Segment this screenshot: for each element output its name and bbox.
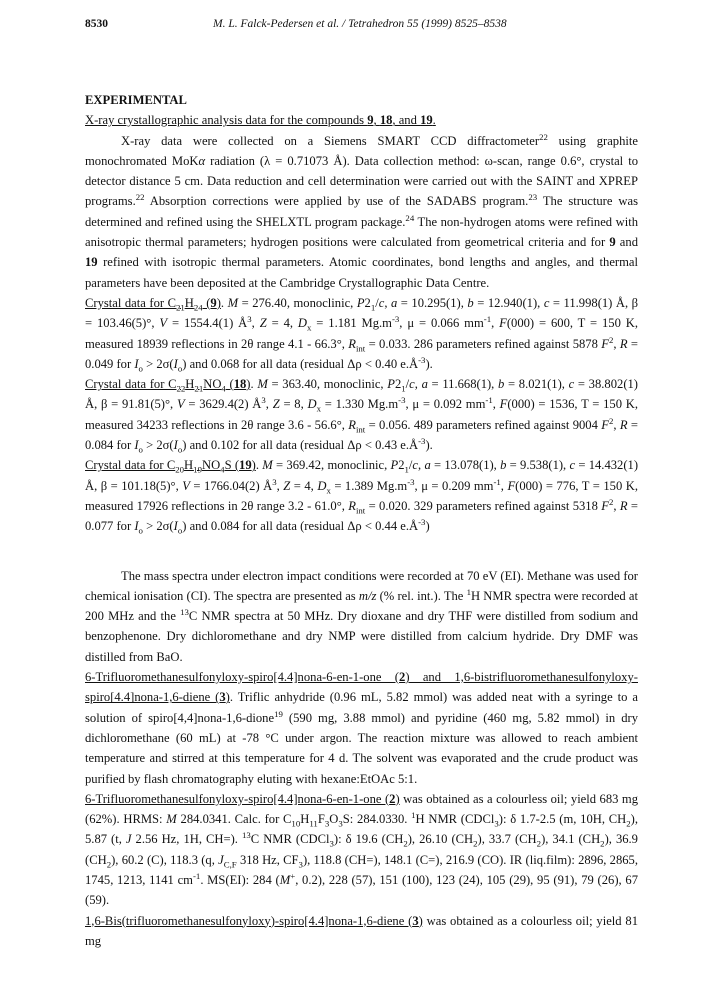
xray-heading: X-ray crystallographic analysis data for the compounds 9, 18, and 19. [85,113,436,128]
crystal-data-19: Crystal data for $C_{20}H_{19}NO_4S$ (19). M = 369.42, monoclinic, $P2_1/c$, a = 13.078(1), b = 9.538(1), c = 14.432(1) Å, β = 101.18(5)°, V = 1766.04(2) $Å^3$, Z = 4, $D_x = 1.389$ $Mg.m^{-3}$, μ = 0.209 $mm^{-1}$, F(000) = 776, T = 150 K, measured 17926 reflections in 2θ range 3.2 - 61.0°, $R_{int} = 0.020$. 329 parameters refined against 5318 $F^2$, R = 0.077 for $I_o > 2\sigma(I_o)$ and 0.084 for all data (residual Δρ < 0.44 $e.Å^{-3}$) [85,458,639,536]
journal-reference: M. L. Falck-Pedersen et al. / Tetrahedron 55 (1999) 8525–8538 [213,18,507,30]
xray-paragraph: X-ray data were collected on a Siemens SMART CCD diffractometer$^{22}$ using graphite monochromated MoKα radiation (λ = 0.71073 Å). Data collection method: ω-scan, range 0.6°, crystal to detector distance 5 cm. Data reduction and cell determination were carried out with the SAINT and XPREP programs.$^{22}$ Absorption corrections were applied by use of the SADABS program.$^{23}$ The structure was determined and refined using the SHELXTL program package.$^{24}$ The non-hydrogen atoms were refined with anisotropic thermal parameters; hydrogen positions were calculated from geometrical criteria and for 9 and 19 refined with isotropic thermal parameters. Atomic coordinates, bond lengths and angles, and thermal parameters have been deposited at the Cambridge Crystallographic Data Centre. [85,131,639,290]
compound-2-paragraph: 6-Trifluoromethanesulfonyloxy-spiro[4.4]nona-6-en-1-one (2) was obtained as a colourless oil; yield 683 mg (62%). HRMS: M 284.0341. Calc. for $C_{10}H_{11}F_3O_3S$: 284.0330. $^1$H NMR (CDCl$_3$): δ 1.7-2.5 (m, 10H, $CH_2$), 5.87 (t, J 2.56 Hz, 1H, CH=). $^{13}$C NMR (CDCl$_3$): δ 19.6 $(CH_2)$, 26.10 $(CH_2)$, 33.7 $(CH_2)$, 34.1 $(CH_2)$, 36.9 $(CH_2)$, 60.2 (C), 118.3 (q, $J_{C,F}$ 318 Hz, $CF_3$), 118.8 (CH=), 148.1 (C=), 216.9 (CO). IR (liq.film): 2896, 2865, 1745, 1213, 1141 $cm^{-1}$. MS(EI): 284 (M+, 0.2), 228 (57), 151 (100), 123 (24), 105 (29), 95 (91), 79 (26), 67 (59). [85,791,639,908]
paragraph-gap [85,537,638,566]
crystal-data-18: Crystal data for $C_{22}H_{21}NO_4$ (18). M = 363.40, monoclinic, $P2_1/c$, a = 11.668(1), b = 8.021(1), c = 38.802(1) Å, β = 91.81(5)°, V = 3629.4(2) $Å^3$, Z = 8, $D_x = 1.330$ $Mg.m^{-3}$, μ = 0.092 $mm^{-1}$, F(000) = 1536, T = 150 K, measured 34233 reflections in 2θ range 3.6 - 56.6°, $R_{int} = 0.056$. 489 parameters refined against 9004 $F^2$, R = 0.084 for $I_o > 2\sigma(I_o)$ and 0.102 for all data (residual Δρ < 0.43 $e.Å^{-3}$). [85,377,639,455]
synthesis-paragraph: 6-Trifluoromethanesulfonyloxy-spiro[4.4]nona-6-en-1-one (2) and 1,6-bistrifluoromethanesulfonyloxy-spiro[4.4]nona-1,6-diene (3). Triflic anhydride (0.96 mL, 5.82 mmol) was added neat with a syringe to a solution of spiro[4,4]nona-1,6-dione$^{19}$ (590 mg, 3.88 mmol) and pyridine (460 mg, 5.82 mmol) in dry dichloromethane (60 mL) at -78 °C under argon. The reaction mixture was allowed to reach ambient temperature and stirred at this temperature for 4 d. The solvent was evaporated and the crude product was purified by flash chromatography eluting with hexane:EtOAc 5:1. [85,670,639,786]
section-title: EXPERIMENTAL [85,93,187,107]
crystal-data-9: Crystal data for $C_{21}H_{24}$ (9). M = 276.40, monoclinic, $P2_1/c$, a = 10.295(1), b = 12.940(1), c = 11.998(1) Å, β = 103.46(5)°, V = 1554.4(1) $Å^3$, Z = 4, $D_x = 1.181$ $Mg.m^{-3}$, μ = 0.066 $mm^{-1}$, F(000) = 600, T = 150 K, measured 18939 reflections in 2θ range 4.1 - 66.3°, $R_{int} = 0.033$. 286 parameters refined against 5878 $F^2$, R = 0.049 for $I_o > 2\sigma(I_o)$ and 0.068 for all data (residual Δρ < 0.40 $e.Å^{-3}$). [85,295,639,374]
running-head [85,14,638,44]
compound-3-paragraph: 1,6-Bis(trifluoromethanesulfonyloxy)-spiro[4.4]nona-1,6-diene (3) was obtained as a colourless oil; yield 81 mg [85,913,638,948]
page-number: 8530 [85,18,108,30]
general-methods-paragraph: The mass spectra under electron impact conditions were recorded at 70 eV (EI). Methane was used for chemical ionisation (CI). The spectra are presented as m/z (% rel. int.). The $^1$H NMR spectra were recorded at 200 MHz and the $^{13}$C NMR spectra at 50 MHz. Dry dioxane and dry THF were distilled from sodium and benzophenone. Dry dichloromethane and dry NMP were distilled from calcium hydride. Dry DMF was distilled from BaO. [85,568,639,664]
